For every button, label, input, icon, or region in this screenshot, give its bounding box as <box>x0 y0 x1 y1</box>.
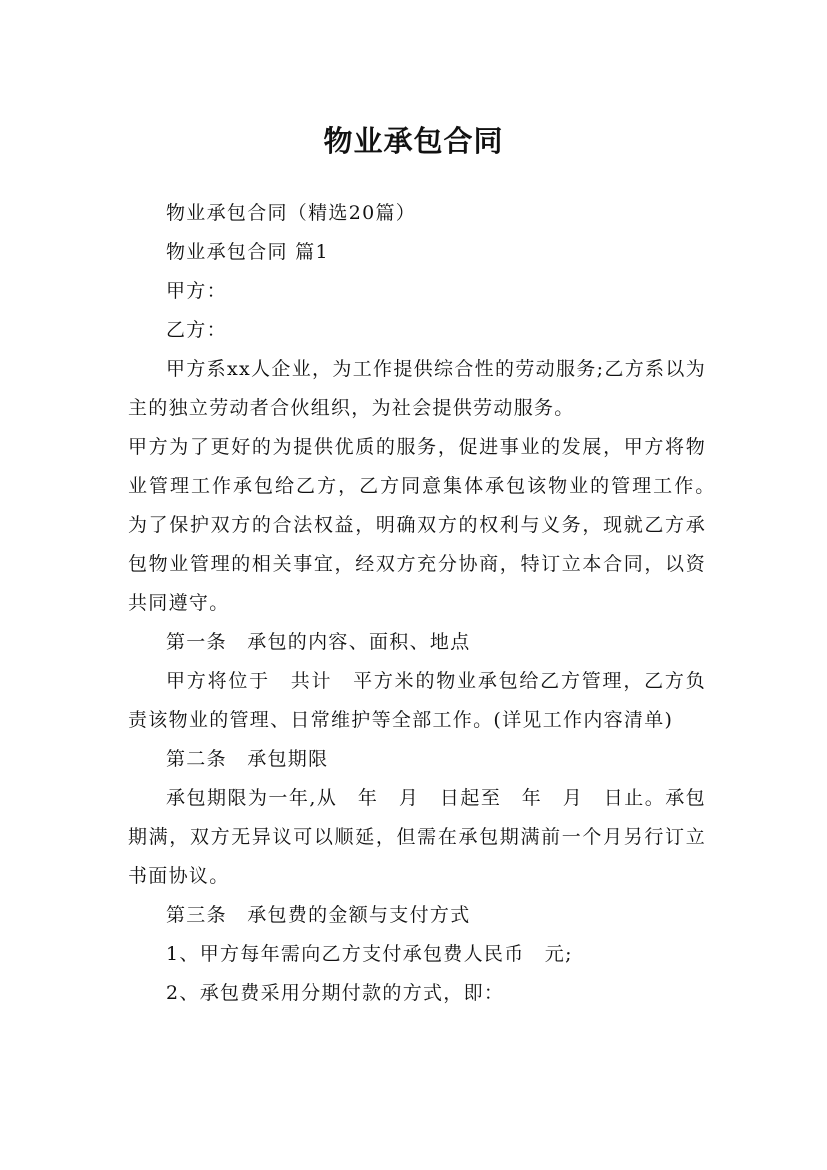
article-1-paragraph: 甲方将位于 共计 平方米的物业承包给乙方管理，乙方负责该物业的管理、日常维护等全部工作。(详见工作内容清单) <box>128 670 706 731</box>
party-b-line: 乙方： <box>166 319 227 341</box>
article-3-heading: 第三条 承包费的金额与支付方式 <box>166 904 471 926</box>
section-heading-1: 物业承包合同 篇1 <box>166 241 329 263</box>
article-1-heading: 第一条 承包的内容、面积、地点 <box>166 631 471 653</box>
article-3-item-1: 1、甲方每年需向乙方支付承包费人民币 元; <box>166 943 573 965</box>
article-3-item-2: 2、承包费采用分期付款的方式，即： <box>166 982 505 1004</box>
party-a-line: 甲方： <box>166 280 227 302</box>
document-body <box>128 194 727 1013</box>
article-2-paragraph: 承包期限为一年,从 年 月 日起至 年 月 日止。承包期满，双方无异议可以顺延，但需在承包期满前一个月另行订立书面协议。 <box>128 787 706 887</box>
document-title: 物业承包合同 <box>323 124 504 159</box>
parties-description-paragraph: 甲方系xx人企业，为工作提供综合性的劳动服务;乙方系以为主的独立劳动者合伙组织，为社会提供劳动服务。 <box>128 358 706 419</box>
purpose-paragraph: 甲方为了更好的为提供优质的服务，促进事业的发展，甲方将物业管理工作承包给乙方，乙方同意集体承包该物业的管理工作。 为了保护双方的合法权益，明确双方的权利与义务，现就乙方承包物业管理的相关事宜，经双方充分协商，特订立本合同，以资共同遵守。 <box>128 436 727 614</box>
doc-subtitle: 物业承包合同（精选20篇） <box>166 202 417 224</box>
article-2-heading: 第二条 承包期限 <box>166 748 329 770</box>
